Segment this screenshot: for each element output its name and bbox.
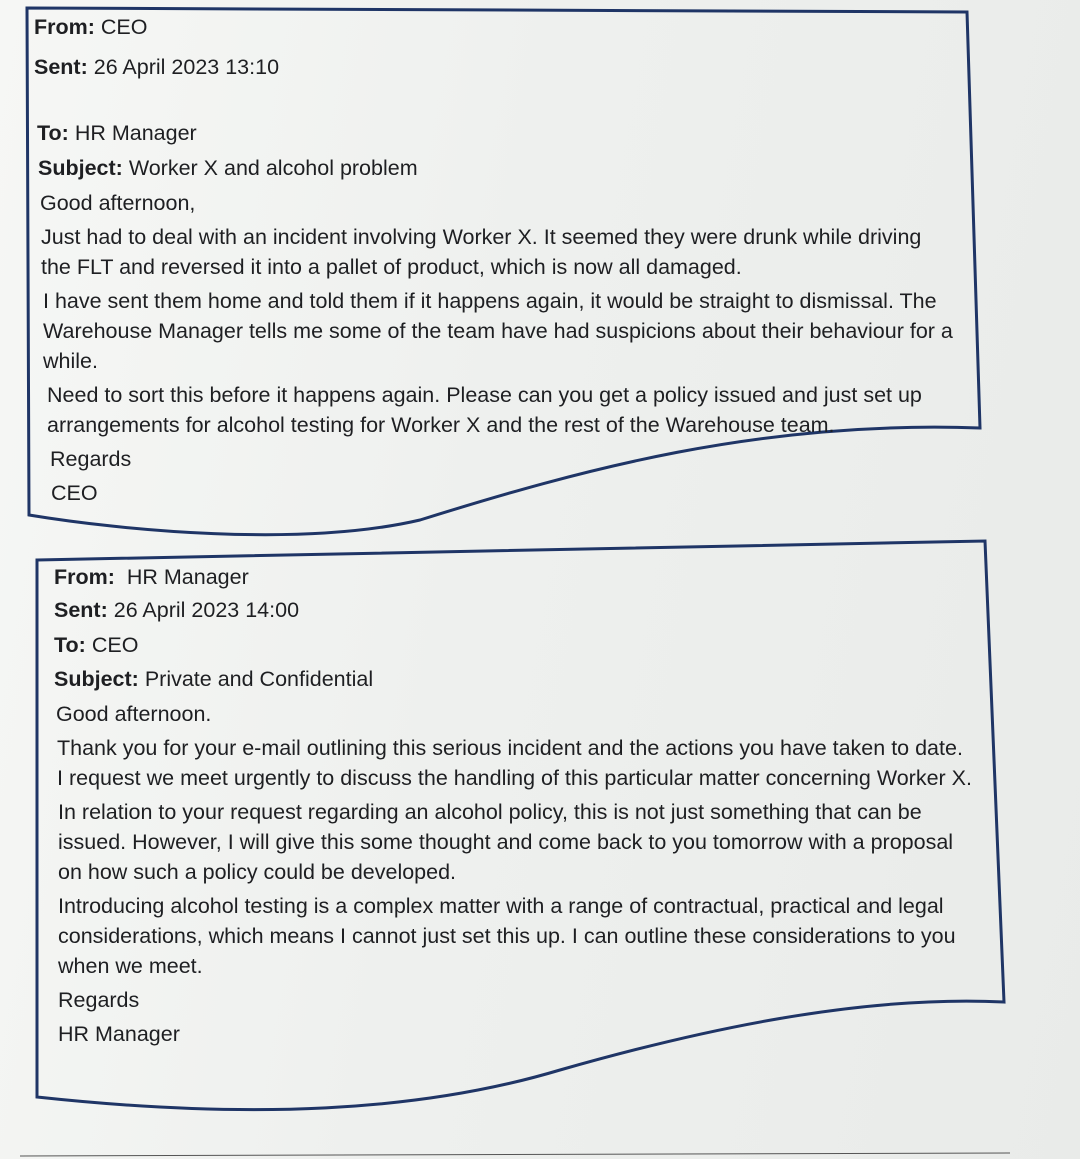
body-line: In relation to your request regarding an alcohol policy, this is not just something that can be bbox=[58, 800, 922, 824]
signature: HR Manager bbox=[58, 1022, 180, 1046]
signature: CEO bbox=[51, 481, 98, 505]
body-line: I have sent them home and told them if it happens again, it would be straight to dismissal. The bbox=[43, 289, 937, 313]
body-line: when we meet. bbox=[58, 954, 203, 978]
signoff: Regards bbox=[58, 988, 140, 1012]
subject-label: Subject: bbox=[54, 667, 139, 691]
to-value: HR Manager bbox=[74, 121, 197, 145]
to-line bbox=[54, 630, 989, 660]
body-line: considerations, which means I cannot just set this up. I can outline these considerations to you bbox=[58, 924, 956, 948]
from-line bbox=[54, 562, 989, 592]
signoff: Regards bbox=[50, 447, 132, 471]
to-label: To: bbox=[54, 633, 86, 657]
subject-label: Subject: bbox=[38, 156, 123, 180]
sent-label: Sent: bbox=[34, 55, 88, 79]
to-value: CEO bbox=[91, 633, 139, 657]
body-paragraph-1 bbox=[54, 733, 989, 793]
body-line: Thank you for your e-mail outlining this serious incident and the actions you have taken to date. bbox=[57, 736, 963, 760]
sent-line bbox=[54, 595, 989, 625]
subject-line bbox=[54, 664, 989, 694]
body-paragraph-3 bbox=[34, 380, 969, 440]
greeting: Good afternoon. bbox=[56, 702, 212, 726]
body-paragraph-3 bbox=[54, 891, 989, 981]
body-line: issued. However, I will give this some thought and come back to you tomorrow with a proposal bbox=[58, 830, 954, 854]
body-line: the FLT and reversed it into a pallet of product, which is now all damaged. bbox=[41, 255, 742, 279]
body-paragraph-1 bbox=[34, 222, 969, 282]
sent-value: 26 April 2023 14:00 bbox=[113, 598, 300, 622]
subject-value: Worker X and alcohol problem bbox=[128, 156, 418, 180]
sent-value: 26 April 2023 13:10 bbox=[93, 55, 280, 79]
to-label: To: bbox=[37, 121, 69, 145]
from-value: CEO bbox=[100, 15, 148, 39]
email-ceo bbox=[34, 12, 969, 508]
greeting: Good afternoon, bbox=[40, 191, 196, 215]
bottom-rule bbox=[20, 1153, 1010, 1156]
header-gap bbox=[34, 82, 969, 118]
sent-label: Sent: bbox=[54, 598, 108, 622]
from-line bbox=[34, 12, 969, 42]
body-line: Introducing alcohol testing is a complex matter with a range of contractual, practical and legal bbox=[58, 894, 944, 918]
body-line: Warehouse Manager tells me some of the team have had suspicions about their behaviour for a bbox=[43, 319, 953, 343]
subject-value: Private and Confidential bbox=[144, 667, 374, 691]
body-paragraph-2 bbox=[34, 286, 969, 376]
body-line: on how such a policy could be developed. bbox=[58, 860, 457, 884]
body-line: Need to sort this before it happens again. Please can you get a policy issued and just set up bbox=[47, 383, 922, 407]
body-line: I request we meet urgently to discuss the handling of this particular matter concerning Worker X. bbox=[57, 766, 972, 790]
body-line: Just had to deal with an incident involving Worker X. It seemed they were drunk while driving bbox=[41, 225, 922, 249]
to-line bbox=[34, 118, 969, 148]
from-label: From: bbox=[54, 565, 115, 589]
from-label: From: bbox=[34, 15, 95, 39]
from-value: HR Manager bbox=[126, 565, 249, 589]
sent-line bbox=[34, 52, 969, 82]
body-paragraph-2 bbox=[54, 797, 989, 887]
subject-line bbox=[34, 153, 969, 183]
body-line: arrangements for alcohol testing for Worker X and the rest of the Warehouse team. bbox=[47, 413, 835, 437]
body-line: while. bbox=[43, 349, 98, 373]
email-hr-manager bbox=[54, 562, 989, 1049]
